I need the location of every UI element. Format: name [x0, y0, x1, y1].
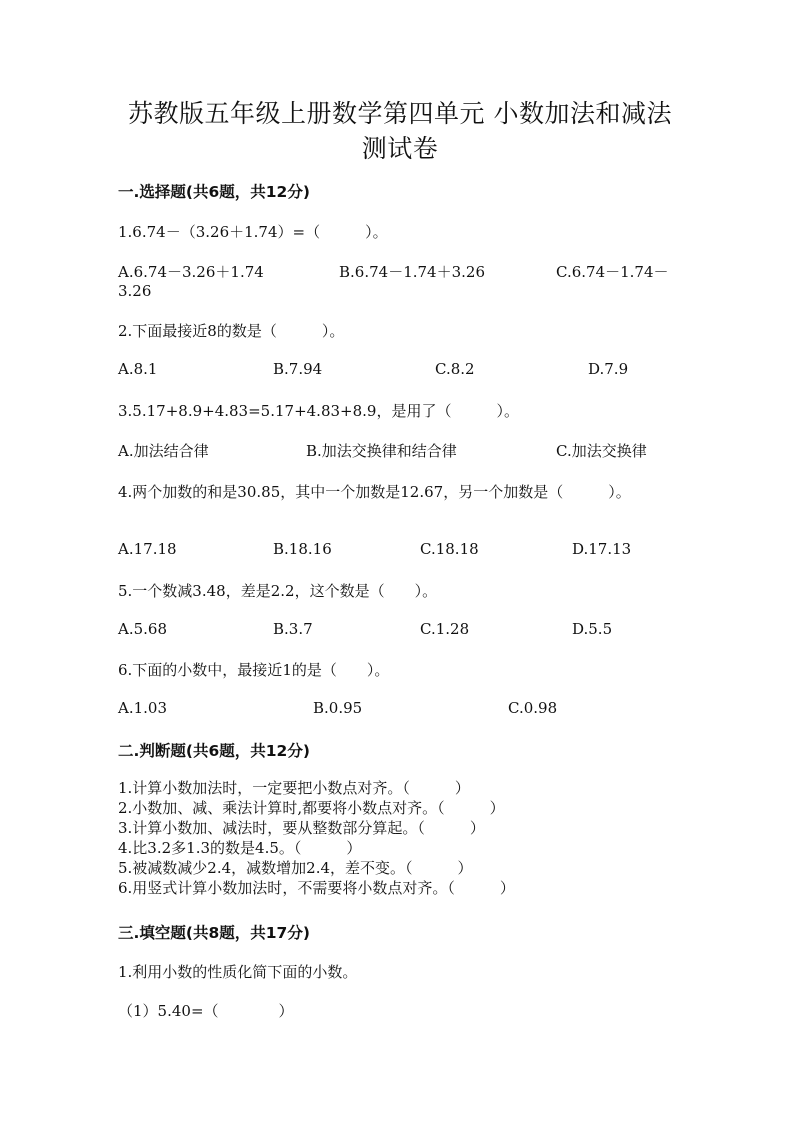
- judge-item-6: 6.用竖式计算小数加法时，不需要将小数点对齐。（ ）: [118, 879, 515, 897]
- judge-item-4: 4.比3.2多1.3的数是4.5。（ ）: [118, 839, 362, 857]
- question-1: 1.6.74－（3.26＋1.74）=（ ）。: [118, 223, 388, 241]
- question-5-option-c: C.1.28: [420, 620, 470, 638]
- judge-item-3: 3.计算小数加、减法时，要从整数部分算起。（ ）: [118, 819, 485, 837]
- question-1-option-b: B.6.74－1.74＋3.26: [339, 263, 485, 281]
- question-5-option-b: B.3.7: [273, 620, 313, 638]
- question-6-option-a: A.1.03: [118, 699, 167, 717]
- judge-item-2: 2.小数加、减、乘法计算时,都要将小数点对齐。（ ）: [118, 799, 505, 817]
- judge-item-1: 1.计算小数加法时，一定要把小数点对齐。（ ）: [118, 779, 470, 797]
- question-2-option-c: C.8.2: [435, 360, 475, 378]
- question-4-option-c: C.18.18: [420, 540, 479, 558]
- question-5: 5.一个数减3.48，差是2.2，这个数是（ ）。: [118, 582, 438, 600]
- question-1-option-a: A.6.74－3.26＋1.74: [118, 263, 264, 281]
- question-4-option-d: D.17.13: [572, 540, 632, 558]
- question-5-option-d: D.5.5: [572, 620, 613, 638]
- question-2-option-a: A.8.1: [118, 360, 158, 378]
- question-4-option-b: B.18.16: [273, 540, 332, 558]
- question-2-option-d: D.7.9: [588, 360, 629, 378]
- exam-title-line1: 苏教版五年级上册数学第四单元 小数加法和减法: [128, 99, 672, 128]
- section-heading-choice: 一.选择题(共6题，共12分): [118, 183, 310, 201]
- question-6-option-b: B.0.95: [313, 699, 363, 717]
- fill-question-1: 1.利用小数的性质化简下面的小数。: [118, 963, 358, 981]
- question-2: 2.下面最接近8的数是（ ）。: [118, 322, 345, 340]
- judge-item-5: 5.被减数减少2.4，减数增加2.4，差不变。（ ）: [118, 859, 473, 877]
- question-6-option-c: C.0.98: [508, 699, 558, 717]
- question-3-option-c: C.加法交换律: [556, 442, 647, 460]
- question-5-option-a: A.5.68: [118, 620, 167, 638]
- question-3-option-b: B.加法交换律和结合律: [306, 442, 457, 460]
- question-6: 6.下面的小数中，最接近1的是（ ）。: [118, 661, 390, 679]
- question-4-option-a: A.17.18: [118, 540, 177, 558]
- fill-question-1-sub-1: （1）5.40=（ ）: [118, 1002, 294, 1020]
- exam-title-line2: 测试卷: [361, 134, 439, 163]
- question-2-option-b: B.7.94: [273, 360, 323, 378]
- section-heading-judgement: 二.判断题(共6题，共12分): [118, 742, 310, 760]
- question-3-option-a: A.加法结合律: [118, 442, 209, 460]
- question-1-option-c: C.6.74－1.74－: [556, 263, 669, 281]
- question-4: 4.两个加数的和是30.85，其中一个加数是12.67，另一个加数是（ ）。: [118, 483, 631, 501]
- question-1-option-c-wrap: 3.26: [118, 282, 152, 300]
- question-3: 3.5.17+8.9+4.83=5.17+4.83+8.9，是用了（ ）。: [118, 402, 519, 420]
- section-heading-fill-blank: 三.填空题(共8题，共17分): [118, 924, 310, 942]
